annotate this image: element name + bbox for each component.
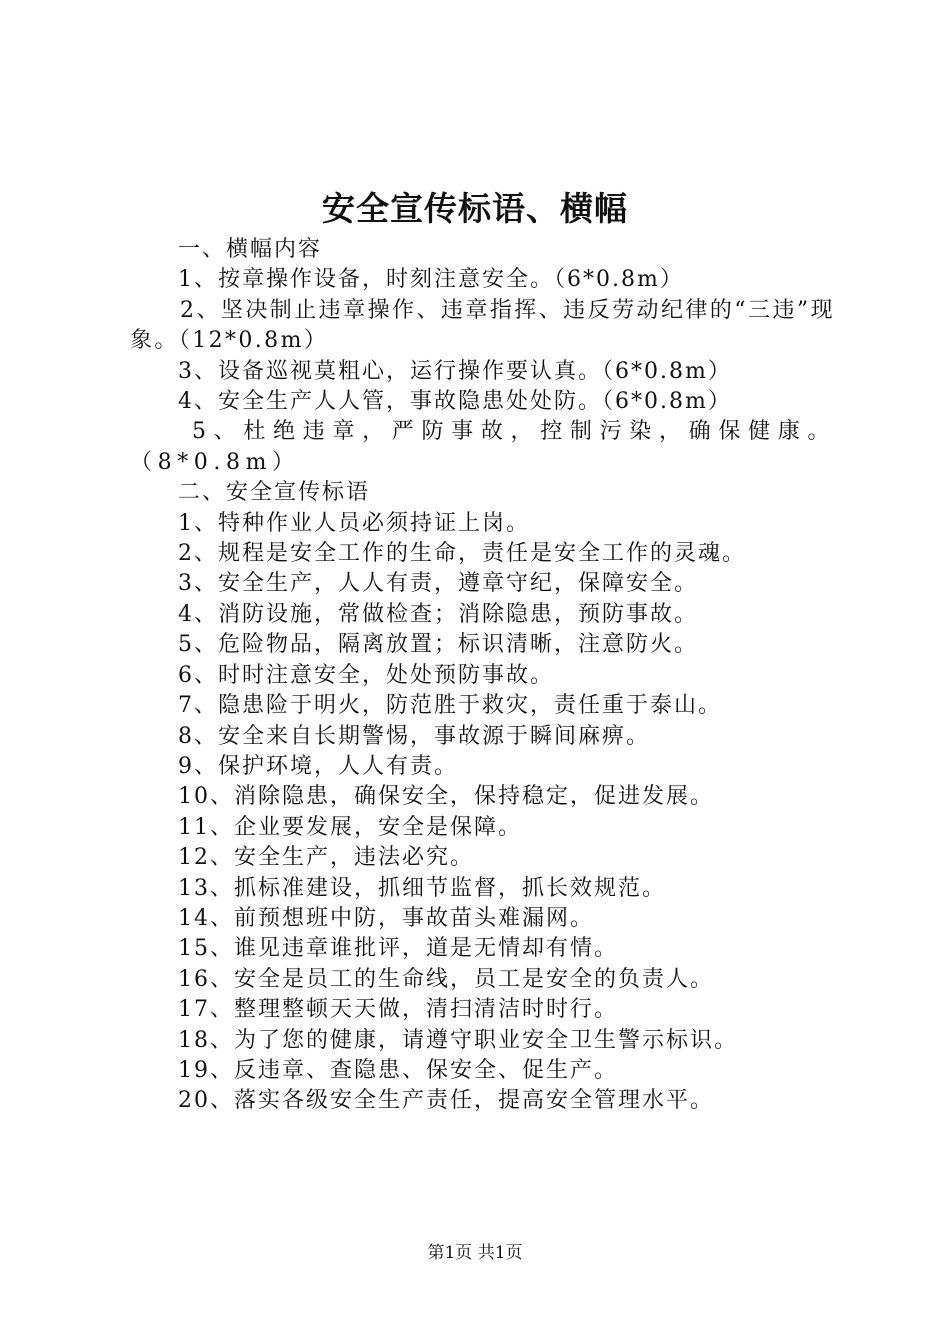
banner-item-2: 2、坚决制止违章操作、违章指挥、违反劳动纪律的“三违”现象。（12*0.8m）	[130, 297, 835, 354]
slogan-item-14: 14、前预想班中防，事故苗头难漏网。	[178, 905, 594, 931]
slogan-item-13: 13、抓标准建设，抓细节监督，抓长效规范。	[178, 875, 666, 901]
document-body	[130, 235, 835, 1117]
page-footer: 第1页 共1页	[427, 1243, 523, 1263]
slogan-item-4: 4、消防设施，常做检查；消除隐患，预防事故。	[178, 601, 698, 627]
slogan-item-6: 6、时时注意安全，处处预防事故。	[178, 662, 554, 688]
slogan-item-19: 19、反违章、查隐患、保安全、促生产。	[178, 1057, 618, 1083]
slogan-item-8: 8、安全来自长期警惕，事故源于瞬间麻痹。	[178, 723, 650, 749]
slogan-item-12: 12、安全生产，违法必究。	[178, 845, 474, 871]
banner-item-5: 5、杜绝违章，严防事故，控制污染，确保健康。（8*0.8m）	[130, 419, 835, 475]
slogan-item-2: 2、规程是安全工作的生命，责任是安全工作的灵魂。	[178, 541, 746, 567]
slogan-item-10: 10、消除隐患，确保安全，保持稳定，促进发展。	[178, 784, 714, 810]
slogan-item-9: 9、保护环境，人人有责。	[178, 753, 458, 779]
slogan-item-15: 15、谁见违章谁批评，道是无情却有情。	[178, 936, 618, 962]
slogan-item-16: 16、安全是员工的生命线，员工是安全的负责人。	[178, 966, 714, 992]
section-heading-slogans: 二、安全宣传标语	[178, 480, 371, 506]
slogan-item-5: 5、危险物品，隔离放置；标识清晰，注意防火。	[178, 632, 698, 658]
slogan-item-17: 17、整理整顿天天做，清扫清洁时时行。	[178, 997, 618, 1023]
section-heading-banners: 一、横幅内容	[178, 237, 323, 262]
banner-item-1: 1、按章操作设备，时刻注意安全。（6*0.8m）	[178, 267, 684, 293]
document-title: 安全宣传标语、横幅	[322, 189, 628, 228]
slogan-item-11: 11、企业要发展，安全是保障。	[178, 814, 522, 840]
banner-item-4: 4、安全生产人人管，事故隐患处处防。（6*0.8m）	[178, 389, 732, 415]
slogan-item-3: 3、安全生产，人人有责，遵章守纪，保障安全。	[178, 571, 698, 597]
slogan-item-18: 18、为了您的健康，请遵守职业安全卫生警示标识。	[178, 1027, 738, 1053]
slogan-item-1: 1、特种作业人员必须持证上岗。	[178, 510, 530, 536]
slogan-item-20: 20、落实各级安全生产责任，提高安全管理水平。	[178, 1088, 714, 1114]
slogan-item-7: 7、隐患险于明火，防范胜于救灾，责任重于泰山。	[178, 693, 722, 719]
banner-item-3: 3、设备巡视莫粗心，运行操作要认真。（6*0.8m）	[178, 358, 732, 384]
